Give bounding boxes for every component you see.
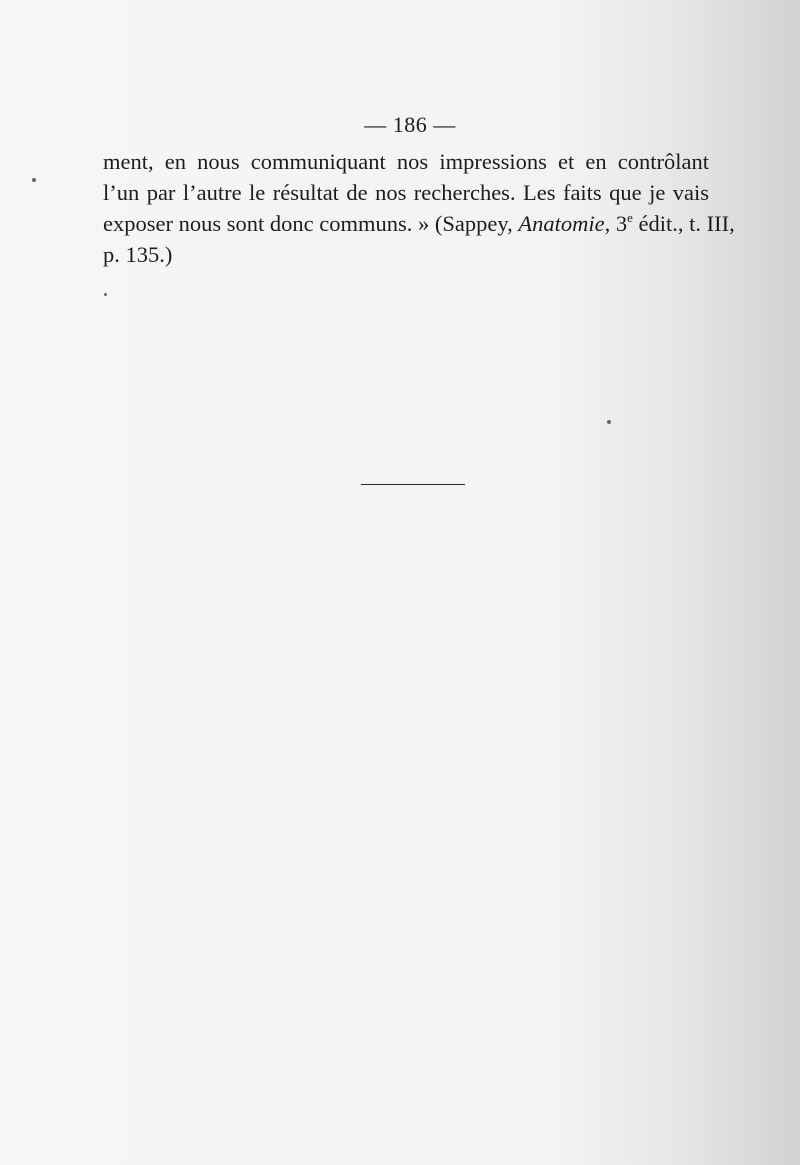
text-line-4: p. 135.) (103, 242, 173, 267)
body-paragraph (103, 146, 735, 270)
edition-number: , 3 (604, 211, 628, 236)
scan-speck (32, 178, 36, 182)
line-3-start: exposer nous sont donc communs. » (Sappey, (103, 211, 519, 236)
section-divider-rule (361, 484, 465, 485)
text-line-3 (103, 208, 735, 239)
text-line-1: ment, en nous communiquant nos impressions et en contrôlant (103, 149, 709, 174)
scan-speck (104, 293, 107, 296)
edition-superscript: e (627, 210, 633, 225)
line-3-end: édit., t. III, (632, 211, 735, 236)
page-number: — 186 — (364, 112, 456, 137)
text-line-2: l’un par l’autre le résultat de nos recherches. Les faits que je vais (103, 180, 709, 205)
book-title: Anatomie (518, 211, 605, 236)
scan-speck (607, 420, 611, 424)
